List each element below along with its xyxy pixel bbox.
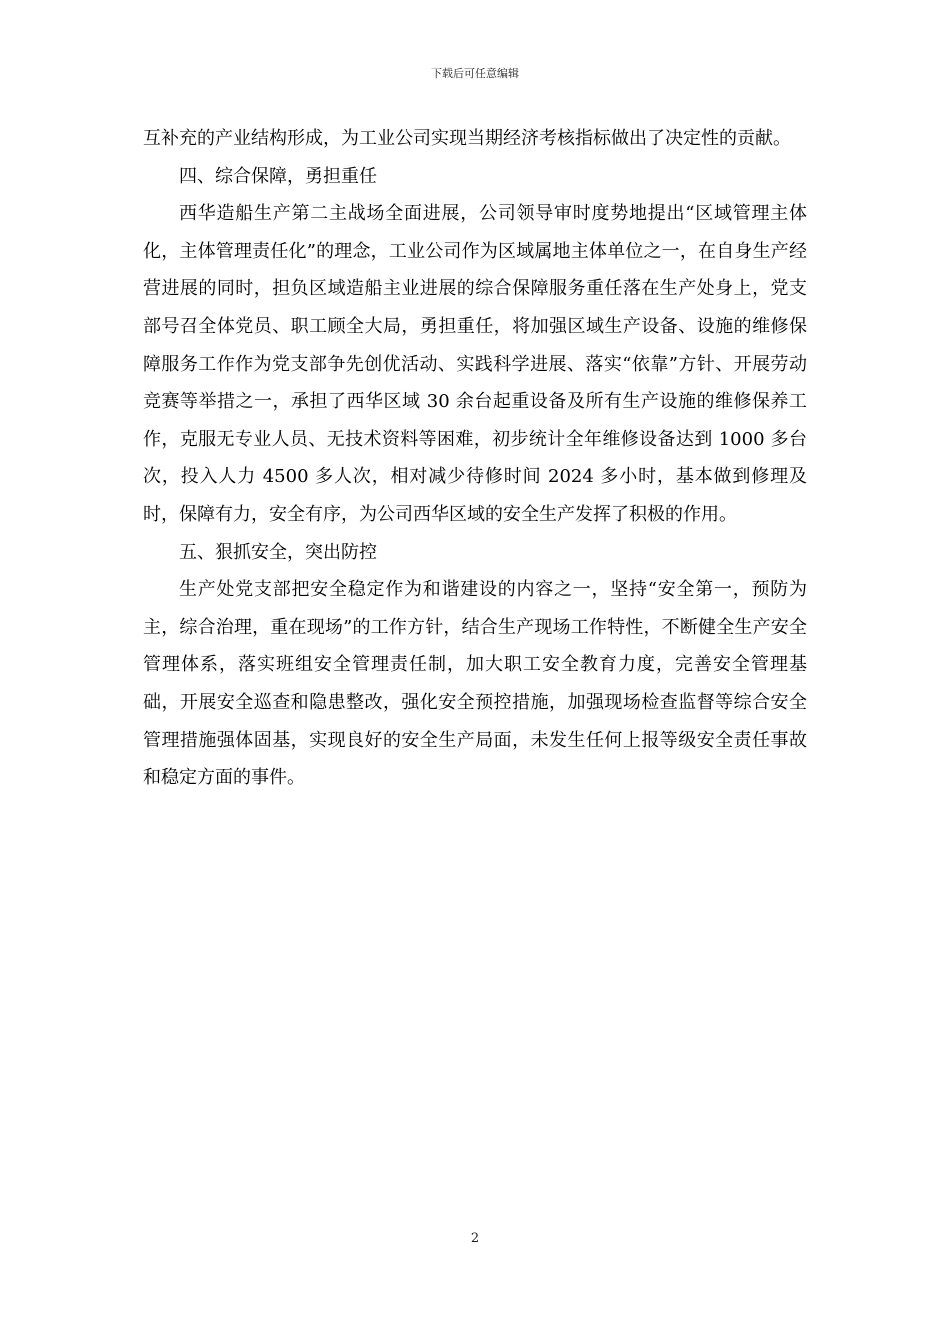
- document-body: [143, 120, 807, 797]
- page-number: 2: [470, 1231, 480, 1246]
- paragraph-safety: 生产处党支部把安全稳定作为和谐建设的内容之一，坚持“安全第一，预防为主，综合治理，重在现场”的工作方针，结合生产现场工作特性，不断健全生产安全管理体系，落实班组安全管理责任制，加大职工安全教育力度，完善安全管理基础，开展安全巡查和隐患整改，强化安全预控措施，加强现场检查监督等综合安全管理措施强体固基，实现良好的安全生产局面，未发生任何上报等级安全责任事故和稳定方面的事件。: [143, 579, 807, 789]
- section-heading-4: 四、综合保障，勇担重任: [179, 165, 377, 187]
- paragraph-continuation: 互补充的产业结构形成，为工业公司实现当期经济考核指标做出了决定性的贡献。: [143, 128, 791, 149]
- section-heading-5: 五、狠抓安全，突出防控: [179, 541, 377, 563]
- paragraph-maintenance: 西华造船生产第二主战场全面进展，公司领导审时度势地提出“区域管理主体化，主体管理责任化”的理念，工业公司作为区域属地主体单位之一，在自身生产经营进展的同时，担负区域造船主业进展的综合保障服务重任落在生产处身上，党支部号召全体党员、职工顾全大局，勇担重任，将加强区域生产设备、设施的维修保障服务工作作为党支部争先创优活动、实践科学进展、落实“依靠”方针、开展劳动竞赛等举措之一，承担了西华区域 30 余台起重设备及所有生产设施的维修保养工作，克服无专业人员、无技术资料等困难，初步统计全年维修设备达到 1000 多台次，投入人力 4500 多人次，相对减少待修时间 2024 多小时，基本做到修理及时，保障有力，安全有序，为公司西华区域的安全生产发挥了积极的作用。: [143, 203, 807, 525]
- page-header: 下载后可任意编辑: [431, 67, 519, 80]
